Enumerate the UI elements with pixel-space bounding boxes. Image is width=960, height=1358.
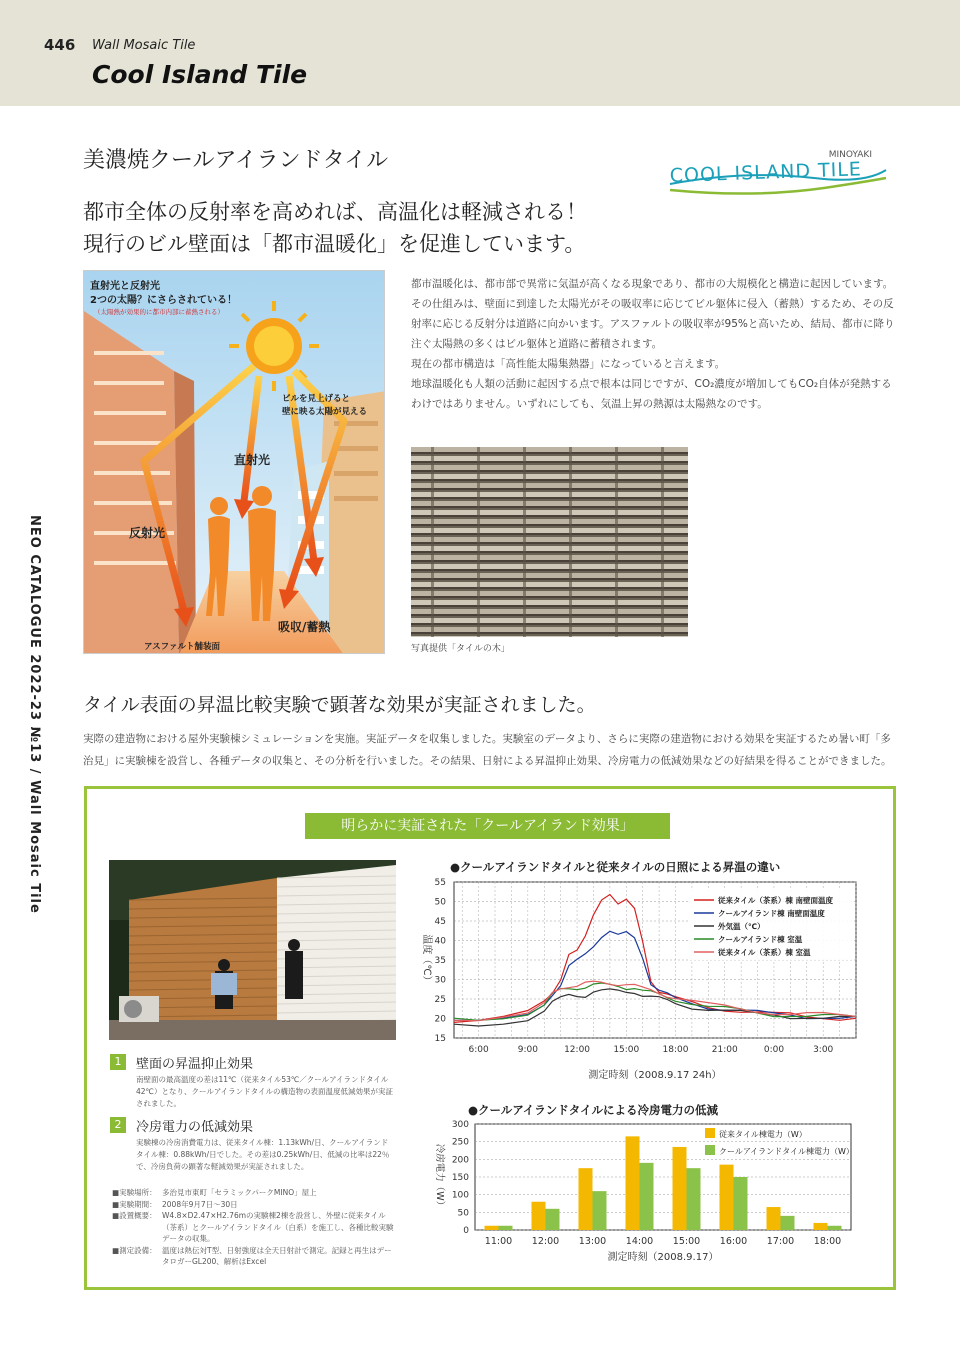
x-tick-label: 12:00	[564, 1045, 591, 1055]
y-tick-label: 100	[451, 1190, 469, 1201]
y-axis-label: 冷房電力（W）	[434, 1143, 445, 1211]
body-paragraph-3: 地球温暖化も人類の活動に起因する点で根本は同じですが、CO₂濃度が増加してもCO₂自体が発熱するわけではありません。いずれにしても、気温上昇の熱源は太陽熱なのです。	[411, 378, 892, 410]
diagram-note-1: ビルを見上げると	[282, 394, 351, 404]
spec-value: 温度は熱伝対T型、日射強度は全天日射計で測定。記録と再生はデータロガーGL200、解析はExcel	[162, 1245, 392, 1266]
bar	[626, 1136, 640, 1230]
spec-row	[112, 1187, 397, 1199]
spec-value: 2008年9月7日～30日	[162, 1199, 238, 1209]
bar	[673, 1147, 687, 1230]
diagram-title-note: （太陽熱が効果的に都市内部に蓄熱される）	[94, 308, 224, 316]
body-text	[411, 274, 896, 414]
y-tick-label: 45	[434, 917, 446, 927]
bar	[734, 1177, 748, 1230]
diagram-title-1: 直射光と反射光	[90, 281, 160, 292]
spec-label: ■測定設備：	[112, 1245, 157, 1255]
effect-2	[110, 1117, 395, 1181]
side-catalog-label: NEO CATALOGUE 2022-23 №13 / Wall Mosaic Tile	[27, 515, 42, 914]
power-bar-chart	[425, 1118, 865, 1268]
section-text: 実際の建造物における屋外実験棟シミュレーションを実施。実証データを収集しました。実験室のデータより、さらに実際の建造物における効果を実証するため暑い町「多治見」に実験棟を設営し、各種データの収集と、その分析を行いました。その結果、日射による昇温抑止効果、冷房電力の低減効果などの好結果を得ることができました。	[83, 733, 892, 767]
asphalt-label: アスファルト舗装面	[144, 642, 220, 652]
spec-label: ■設置概要：	[112, 1211, 157, 1220]
x-tick-label: 9:00	[517, 1045, 538, 1055]
bar	[814, 1223, 828, 1230]
spec-value: W4.8×D2.47×H2.76mの実験棟2棟を設営し、外壁に従来タイル（茶系）とクールアイランドタイル（白系）を施工し、各種比較実験データの収集。	[162, 1211, 394, 1243]
legend-swatch	[705, 1128, 715, 1138]
main-heading: 美濃焼クールアイランドタイル	[83, 148, 389, 173]
spec-row	[112, 1210, 397, 1245]
y-tick-label: 150	[451, 1173, 469, 1183]
spec-label: ■実験期間：	[112, 1199, 157, 1209]
bar	[532, 1202, 546, 1230]
lead-line-2: 現行のビル壁面は「都市温暖化」を促進しています。	[83, 232, 586, 256]
y-tick-label: 25	[434, 995, 446, 1005]
y-tick-label: 30	[434, 975, 446, 986]
logo-small-text: MINOYAKI	[828, 150, 872, 160]
bar-chart-title: ●クールアイランドタイルによる冷房電力の低減	[468, 1103, 719, 1117]
bar	[687, 1168, 701, 1230]
legend-swatch	[705, 1145, 715, 1155]
bar	[640, 1163, 654, 1230]
lead-line-1: 都市全体の反射率を高めれば、高温化は軽減される！	[83, 200, 587, 224]
spec-row	[112, 1245, 397, 1268]
direct-light-label: 直射光	[234, 453, 271, 467]
legend-label: 従来タイル棟電力（W）	[719, 1130, 807, 1139]
y-tick-label: 200	[451, 1155, 469, 1166]
x-tick-label: 21:00	[711, 1045, 738, 1055]
y-tick-label: 0	[463, 1226, 469, 1236]
x-tick-label: 13:00	[578, 1236, 607, 1247]
body-paragraph-1: 都市温暖化は、都市部で異常に気温が高くなる現象であり、都市の大規模化と構造に起因しています。その仕組みは、壁面に到達した太陽光がその吸収率に応じてビル躯体に侵入（蓄熱）するため、その反射率に応じる反射分は道路に向かいます。アスファルトの吸収率が95%と高いため、結局、都市に降り注ぐ太陽熱の多くはビル躯体と道路に蓄積されます。	[411, 278, 895, 350]
spec-value: 多治見市東町「セラミックパークMINO」屋上	[162, 1188, 317, 1197]
page-number: 446	[44, 36, 76, 54]
bar	[593, 1191, 607, 1230]
absorb-label: 吸収/蓄熱	[278, 620, 331, 634]
x-tick-label: 14:00	[625, 1236, 654, 1247]
y-tick-label: 300	[451, 1120, 469, 1130]
sunlight-diagram	[83, 270, 385, 654]
y-tick-label: 40	[434, 936, 446, 947]
x-tick-label: 15:00	[613, 1045, 640, 1055]
results-banner: 明らかに実証された「クールアイランド効果」	[305, 813, 670, 839]
legend-label: 外気温（℃）	[718, 922, 765, 931]
x-tick-label: 11:00	[484, 1236, 513, 1247]
x-tick-label: 18:00	[662, 1045, 689, 1055]
x-axis-label: 測定時刻（2008.9.17 24h）	[588, 1070, 722, 1081]
legend-label: 従来タイル（茶系）棟 室温	[718, 948, 811, 957]
effect-1	[110, 1054, 395, 1114]
diagram-note-2: 壁に映る太陽が見える	[282, 407, 368, 417]
spec-row	[112, 1199, 397, 1211]
x-tick-label: 17:00	[766, 1236, 795, 1247]
legend-label: クールアイランドタイル棟電力（W）	[719, 1147, 854, 1156]
bar	[828, 1226, 842, 1230]
diagram-title-2: 2つの太陽？にさらされている！	[90, 295, 237, 306]
x-tick-label: 0:00	[763, 1045, 785, 1055]
tile-wall-photo	[411, 447, 688, 637]
logo-main-text: COOL ISLAND TILE	[669, 158, 863, 187]
page-header	[0, 0, 960, 106]
effect-1-title: 壁面の昇温抑止効果	[136, 1057, 254, 1072]
y-tick-label: 50	[434, 897, 446, 908]
bar	[499, 1226, 513, 1230]
y-tick-label: 55	[434, 878, 446, 888]
x-tick-label: 18:00	[813, 1236, 842, 1247]
page-title: Cool Island Tile	[92, 60, 308, 89]
section-heading: タイル表面の昇温比較実験で顕著な効果が実証されました。	[83, 694, 596, 716]
reflected-light-label: 反射光	[129, 526, 166, 540]
line-chart-title: ●クールアイランドタイルと従来タイルの日照による昇温の違い	[450, 860, 781, 874]
effect-1-number: 1	[110, 1054, 126, 1070]
legend-label: クールアイランド棟 室温	[718, 935, 803, 944]
y-tick-label: 250	[451, 1137, 469, 1148]
experiment-specs	[112, 1187, 397, 1268]
legend-label: 従来タイル（茶系）棟 南壁面温度	[718, 896, 833, 905]
x-axis-label: 測定時刻（2008.9.17）	[607, 1252, 719, 1263]
cool-island-logo	[664, 148, 894, 198]
effect-1-description: 南壁面の最高温度の差は11℃（従来タイル53℃／クールアイランドタイル42℃）となり、クールアイランドタイルの構造物の表面温度低減効果が実証されました。	[136, 1075, 393, 1108]
y-tick-label: 50	[457, 1208, 469, 1219]
effect-2-description: 実験棟の冷房消費電力は、従来タイル棟：1.13kWh/日、クールアイランドタイル棟：0.88kWh/日でした。その差は0.25kWh/日、低減の比率は22％で、冷房負荷の顕著な軽減効果が実証されました。	[136, 1138, 390, 1171]
x-tick-label: 15:00	[672, 1236, 701, 1247]
x-tick-label: 16:00	[719, 1236, 748, 1247]
experiment-building-photo	[109, 860, 396, 1040]
body-paragraph-2: 現在の都市構造は「高性能太陽集熱器」になっていると言えます。	[411, 358, 726, 370]
y-tick-label: 15	[434, 1034, 446, 1044]
y-axis-label: 温度（℃）	[421, 934, 432, 986]
legend-label: クールアイランド棟 南壁面温度	[718, 909, 825, 918]
effect-2-title: 冷房電力の低減効果	[136, 1120, 254, 1135]
y-tick-label: 35	[434, 956, 446, 966]
y-tick-label: 20	[434, 1014, 446, 1025]
x-tick-label: 6:00	[468, 1045, 489, 1055]
spec-label: ■実験場所：	[112, 1188, 157, 1197]
x-tick-label: 3:00	[813, 1045, 834, 1055]
bar	[767, 1207, 781, 1230]
bar	[546, 1209, 560, 1230]
effect-2-number: 2	[110, 1117, 126, 1133]
lead-text	[83, 196, 683, 260]
photo-credit: 写真提供「タイルの木」	[411, 644, 510, 654]
temperature-line-chart	[412, 872, 864, 1084]
bar	[579, 1168, 593, 1230]
bar	[720, 1165, 734, 1230]
x-tick-label: 12:00	[531, 1236, 560, 1247]
series-label: Wall Mosaic Tile	[92, 38, 196, 53]
bar	[485, 1226, 499, 1230]
bar	[781, 1216, 795, 1230]
line-chart-legend	[690, 890, 854, 960]
